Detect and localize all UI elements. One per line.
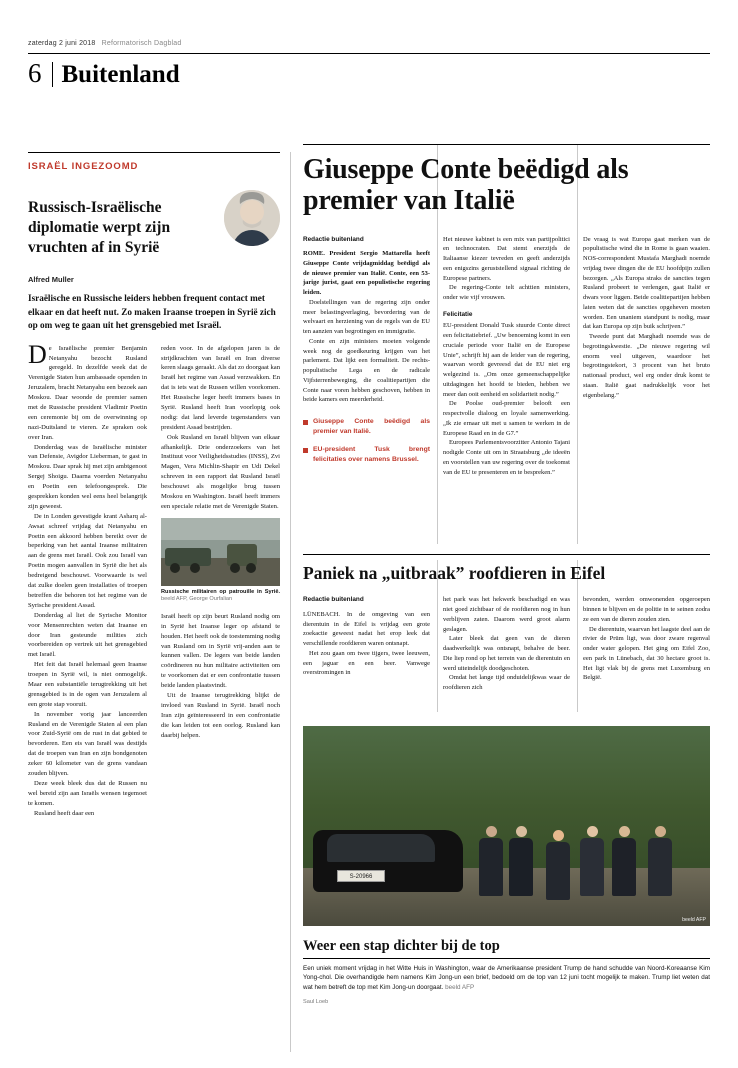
- person-body: [546, 842, 570, 900]
- paragraph: Ook Rusland en Israël blijven van elkaar afhankelijk. Drie onderzoekers van het Instituut voor Veiligheidsstudies (INSS), Zvi Magen, Vera Michlin-Shapir en Udi Dekel schreven in een rapport dat Rusland Israël beschouwt als mogelijke brug tussen Moskou en Washington. Israël heeft immers een speciale relatie met de Verenigde Staten.: [161, 433, 280, 510]
- photo-person-trump: [545, 830, 571, 900]
- main-story: [303, 144, 710, 477]
- caption-text: Een uniek moment vrijdag in het Witte Huis in Washington, waar de Amerikaanse president Trump de hand schudde van Noord-Koreaanse Kim Yong-chol. Die overhandigde hem namens Kim Jong-un een brief, bedoeld om de top van 12 juni tocht mogelijk te maken. Trump liet weten dat wat hem betreft de top met Kim Jong-un doorgaat.: [303, 965, 710, 991]
- paragraph: De vraag is wat Europa gaat merken van de populistische wind die in Rome is gaan waaien. NOS-correspondent Mustafa Marghadi noemde vrijdag twee dingen die de EU hoofdpijn zullen bezorgen. „Als Europa straks de sancties tegen Rusland probeert te verlengen, gaat Italië er dwars voor liggen. Beide coalitiepartijen hebben laten weten dat de sancties opgeheven moeten worden. Een unaniem standpunt is nodig, maar dat kan Europa op zijn buik schrijven.”: [583, 235, 710, 331]
- bottom-photo-caption: [303, 964, 710, 1007]
- person-body: [479, 838, 503, 896]
- paragraph: Conte en zijn ministers moeten volgende week nog de goedkeuring krijgen van het parlement. Dat lijkt een formaliteit. De rechts-populistische Lega en de radicale Vijfsterrenbeweging, die coalitiepartijen die Conte naar voren hebben geschoven, hebben in beide kamers een meerderheid.: [303, 337, 430, 404]
- photo-person: [647, 826, 673, 896]
- license-plate-text: S-20966: [349, 874, 373, 880]
- photo-person: [611, 826, 637, 896]
- column-divider: [290, 152, 291, 1052]
- paragraph: reden voor. In de afgelopen jaren is de strijdkrachten van Israël en Iran diverse keren slaags geraakt. Als dat zo doorgaat kan Israël het regime van Assad verzwakken. En dat is iets wat de Russen willen voorkomen. Het Russische leger heeft immers bases in Syrië. Rusland heeft Iran voorlopig ook nodig: dat land leverde tegenstanders van president Assad bestrijden.: [161, 344, 280, 431]
- paragraph: Deze week bleek dus dat de Russen nu wel bereid zijn aan Israëls wensen tegemoet te komen.: [28, 779, 147, 807]
- paragraph: het park was het hekwerk beschadigd en was niet goed zichtbaar of de roofdieren nog in hun verblijven zaten. Daarom werd groot alarm geslagen.: [443, 596, 570, 633]
- person-head: [619, 826, 630, 837]
- paragraph: Rusland heeft daar een: [34, 809, 95, 817]
- eifel-redactie: Redactie buitenland: [303, 596, 364, 604]
- paragraph: Uit de Iraanse terugtrekking blijkt de invloed van Rusland in Syrië. Israël noch Iran zijn geïnteresseerd in een confrontatie die kan leiden tot een oorlog. Rusland kan daarbij helpen.: [161, 692, 280, 739]
- paragraph: Europees Parlementsvoorzitter Antonio Tajani nodigde Conte uit om in Straatsburg „de ideeën en voorstellen van uw regering over de toekomst van de EU te presenteren en te bespreken.”: [443, 439, 570, 476]
- paragraph: EU-president Donald Tusk stuurde Conte direct een felicitatiebrief. „Uw benoeming komt in een cruciale periode voor Italië en de Europese Unie”, schrijft hij aan de leider van de regering, waarvan wordt gevreesd dat de EU niet erg welgezind is. „Om onze gemeenschappelijke uitdagingen het hoofd te bieden, hebben we meer dan ooit eenheid en solidariteit nodig.”: [443, 322, 570, 398]
- paragraph: Donderdag was de Israëlische minister van Defensie, Avigdor Lieberman, te gast in Moskou. Daar sprak hij met zijn ambtgenoot Sergej Shoigu. Daarna voerden Netanyahu en Poetin een telefoongesprek. Die gesprekken konden wel eens heel belangrijk zijn geweest.: [28, 443, 147, 510]
- masthead-date: [28, 40, 710, 47]
- paragraph: De regering-Conte telt achttien ministers, onder wie vijf vrouwen.: [443, 284, 570, 302]
- main-story-redactie: Redactie buitenland: [303, 235, 364, 243]
- person-head: [553, 830, 564, 841]
- bullet-item: [303, 445, 430, 465]
- masthead: [28, 40, 710, 89]
- photographer-name: Saul Loeb: [303, 999, 329, 1006]
- paragraph: LÜNEBACH. In de omgeving van een dierentuin in de Eifel is vrijdag een grote zoekactie geweest nadat het erop leek dat verschillende roofdieren waren ontsnapt.: [303, 610, 430, 648]
- person-body: [648, 838, 672, 896]
- paragraph: Israël heeft op zijn beurt Rusland nodig om in Syrië het Iraanse leger op afstand te houden. Het heeft ook de toestemming nodig van Rusland om in Syrië vrij-anden aan te kunnen vallen. De legers van beide landen coördineren nu hun militaire activiteiten om te voorkomen dat er een confrontatie tussen beide landen plaatsvindt.: [161, 612, 280, 690]
- paragraph: De in Londen gevestigde krant Asharq al-Awsat schreef vrijdag dat Netanyahu en Poetin een akkoord hebben bereikt over de beperking van het aantal Iraanse militairen aan de grens met Israël. Ook zou Israël van Poetin mogen aanvallen in Syrië die het als bedreigend beschouwt. Voorwaarde is wel dat zulke doelen geen installaties of troepen betreffen die behoren tot het regime van de Syrische president Assad.: [28, 512, 147, 609]
- eifel-story: [303, 554, 710, 693]
- main-headline: Giuseppe Conte beëdigd als premier van Italië: [303, 154, 629, 216]
- paragraph: Het nieuwe kabinet is een mix van partijpolitici en technocraten. Dat stemt enerzijds de Italiaanse kiezer tevreden en geeft anderzijds een enigszins geruststellend signaal richting de Europese partners.: [443, 235, 570, 282]
- person-head: [655, 826, 666, 837]
- bullet-square-icon: [303, 448, 308, 453]
- left-story-lead: Israëlische en Russische leiders hebben frequent contact met elkaar en dat heeft nut. Zo maken Iraanse troepen in Syrië zich op om weg te gaan uit het grensgebied met Israël.: [28, 293, 276, 330]
- left-story: [28, 152, 280, 818]
- section-title: Buitenland: [52, 62, 180, 87]
- masthead-row: [28, 58, 710, 89]
- paragraph: In november vorig jaar lanceerden Rusland en de Verenigde Staten al een plan voor Zuid-Syrië om de rust in dat gebied te bevorderen. Een eis van Israël was destijds dat de troepen van Iran en zijn bondgenoten zeker 60 kilometer van de grens vandaan zouden blijven.: [28, 710, 147, 777]
- photo-car-window: [327, 834, 435, 862]
- paragraph: Later bleek dat geen van de dieren daadwerkelijk was ontsnapt, behalve de beer. Die liep rond op het terrein van de dierentuin en werd uiteindelijk doodgeschoten.: [443, 635, 570, 672]
- bottom-photo-title: Weer een stap dichter bij de top: [303, 938, 500, 954]
- photo-credit: beeld AFP: [682, 917, 706, 923]
- paragraph: Omdat het lange tijd onduidelijkwas waar de roofdieren zich: [443, 674, 570, 691]
- eifel-story-columns: [303, 595, 710, 693]
- eifel-column-3: [583, 595, 710, 693]
- paper-name: Reformatorisch Dagblad: [101, 40, 182, 47]
- photo-person: [478, 826, 504, 896]
- main-story-columns: [303, 235, 710, 478]
- paragraph: Donderdag al liet de Syrische Monitor voor Mensenrechten weten dat Iraanse en door Iran gesteunde milities zich voorbereiden op vertrek uit het grensgebied met Israël.: [28, 611, 147, 659]
- main-story-bullets: [303, 417, 430, 464]
- paragraph: bevonden, werden omwonenden opgeroepen binnen te blijven en de politie in te seinen zodra ze een van de dieren zouden zien.: [583, 596, 710, 623]
- left-story-headline: Russisch-Israëlische diplomatie werpt zijn vruchten af in Syrië: [28, 199, 171, 256]
- syria-photo-caption: [161, 589, 280, 604]
- eifel-story-rule: [303, 554, 710, 583]
- left-story-column-2: [161, 344, 280, 819]
- caption-credit: beeld AFP, George Ourfalian: [161, 596, 233, 603]
- main-story-column-1: [303, 235, 430, 478]
- photo-license-plate: [337, 870, 385, 882]
- person-head: [516, 826, 527, 837]
- paragraph: Tweede punt dat Marghadi noemde was de begrotingskwestie. „De nieuwe regering wil enorm veel uitgeven, waardoor het begrotingstekort, 3 procent van het bruto nationaal product, wel erg onder druk komt te staan. Italië gaat nadrukkelijk voor het eigenbelang.”: [583, 333, 710, 399]
- main-story-column-2: [443, 235, 570, 478]
- author-portrait: [224, 190, 280, 246]
- person-body: [580, 838, 604, 896]
- bullet-text: Giuseppe Conte beëdigd als premier van Italië.: [313, 418, 430, 436]
- bullet-text: EU-president Tusk brengt felicitaties over namens Brussel.: [313, 445, 430, 463]
- eifel-headline: Paniek na „uitbraak” roofdieren in Eifel: [303, 563, 606, 583]
- person-head: [587, 826, 598, 837]
- paragraph: Het feit dat Israël helemaal geen Iraanse troepen in Syrië wil, is niet onmogelijk. Maar een substantiële terugtrekking uit het grensgebied is in de ogen van Jeruzalem al een grote stap vooruit.: [28, 661, 147, 708]
- main-story-rule: [303, 144, 710, 217]
- masthead-rule: [28, 53, 710, 54]
- left-story-kicker: ISRAËL INGEZOOMD: [28, 161, 139, 172]
- paragraph: Doelstellingen van de regering zijn onder meer belastingverlaging, bevordering van de welvaart en herziening van de regels van de EU ten aanzien van begrotingen en immigratie.: [303, 298, 430, 336]
- eifel-column-2: [443, 595, 570, 693]
- eifel-column-1: [303, 595, 430, 693]
- left-story-byline: Alfred Muller: [28, 275, 74, 285]
- left-story-rule: [28, 152, 280, 332]
- paragraph: De Israëlische premier Benjamin Netanyahu bezocht Rusland geregeld. In dezelfde week dat de Verenigde Staten hun ambassade openden in Jeruzalem, bracht Netanyahu een bezoek aan Moskou. Daar woonde de premier samen met de Russische president Vladimir Poetin een ceremonie bij om de overwinning op nazi-Duitsland te vieren. Ze spraken ook over Iran.: [28, 339, 147, 441]
- bottom-photo-rule: [303, 958, 710, 959]
- page-number: 6: [28, 58, 42, 88]
- person-body: [612, 838, 636, 896]
- bullet-square-icon: [303, 420, 308, 425]
- paragraph: De Poolse oud-premier belooft een respectvolle dialoog en loyale samenwerking. „Ik zie ernaar uit met u samen te werken in de Europese Raad en in de G7.”: [443, 400, 570, 437]
- main-story-column-3: [583, 235, 710, 478]
- person-head: [486, 826, 497, 837]
- paragraph: De dierentuin, waarvan het laagste deel aan de rivier de Prüm ligt, was door zware regenval onder water gelopen. Het ging om Eifel Zoo, een park in Lünebach, dat 30 hectare groot is. Het ligt vlak bij de grens met Luxemburg en België.: [583, 625, 710, 682]
- photo-person: [508, 826, 534, 896]
- syria-patrol-photo: [161, 518, 280, 586]
- paragraph: Het zou gaan om twee tijgers, twee leeuwen, een jaguar en een beer. Vanwege overstromingen in: [303, 649, 430, 677]
- white-house-photo: [303, 726, 710, 926]
- caption-credit: beeld AFP: [445, 983, 475, 991]
- caption-text: Russische militairen op patrouille in Syrië.: [161, 588, 280, 595]
- left-story-columns: [28, 339, 280, 819]
- photo-person: [579, 826, 605, 896]
- paragraph: ROME. President Sergio Mattarella heeft Giuseppe Conte vrijdagmiddag beëdigd als de nieuwe premier van Italië. Conte, een 53-jarige jurist, gaat een populistische regering leiden.: [303, 250, 430, 297]
- bullet-item: [303, 417, 430, 437]
- date-text: zaterdag 2 juni 2018: [28, 40, 96, 47]
- person-body: [509, 838, 533, 896]
- main-story-subhead: Felicitatie: [443, 310, 473, 318]
- left-story-column-1: [28, 339, 147, 819]
